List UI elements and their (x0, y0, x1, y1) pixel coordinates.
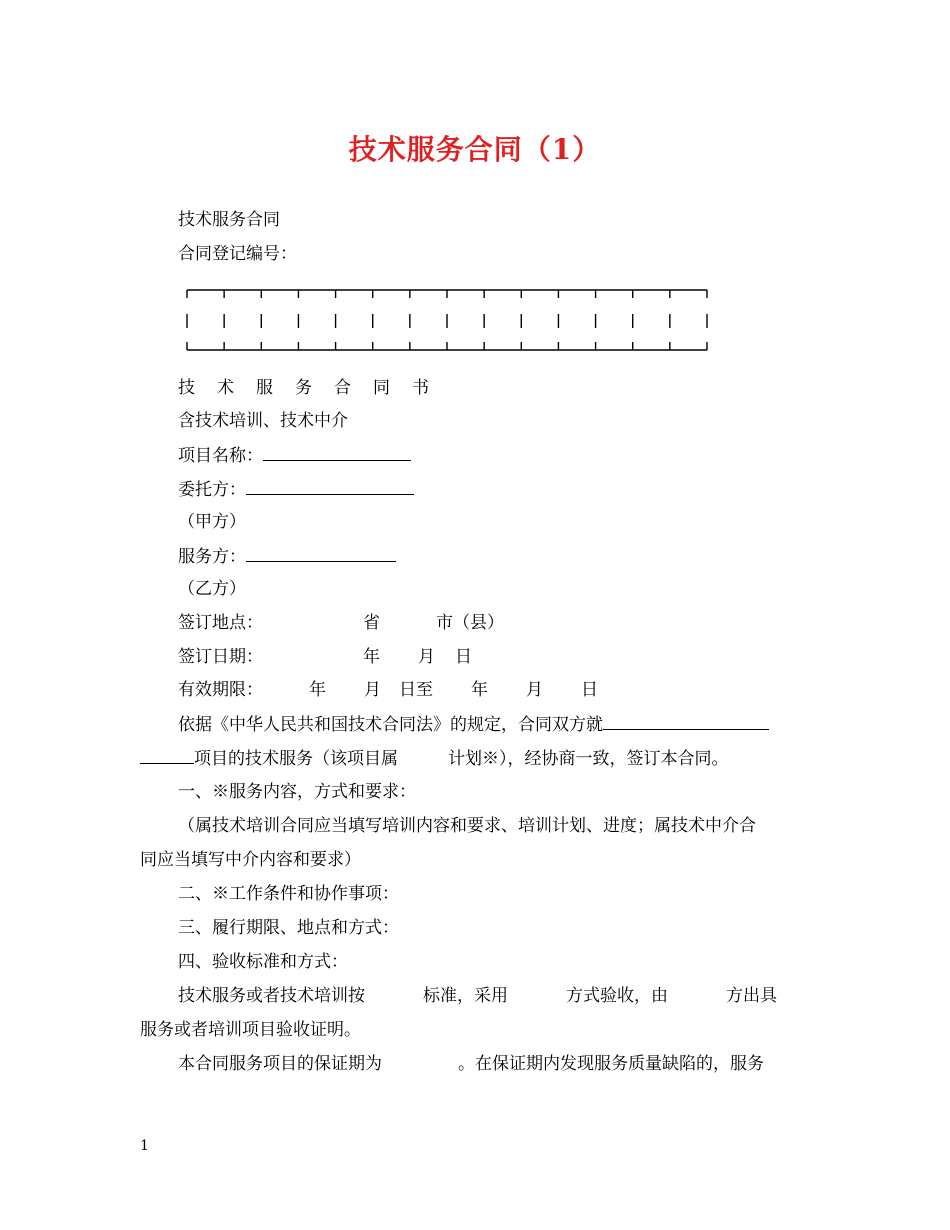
valid-month-2: 月 (526, 680, 543, 700)
valid-year-1: 年 (309, 680, 326, 700)
acceptance-text-a: 技术服务或者技术培训按 (178, 986, 365, 1006)
basis-text-2a: 项目的技术服务（该项目属 (194, 749, 398, 769)
sign-date-label: 签订日期： (178, 647, 263, 667)
section-1-heading: 一、※服务内容，方式和要求： (178, 782, 416, 802)
section-3-heading: 三、履行期限、地点和方式： (178, 918, 399, 938)
validity-label: 有效期限： (178, 680, 263, 700)
basis-text-1: 依据《中华人民共和国技术合同法》的规定，合同双方就 (178, 715, 603, 735)
client-label: 委托方： (178, 480, 246, 500)
valid-year-2: 年 (471, 680, 488, 700)
section-2-heading: 二、※工作条件和协作事项： (178, 884, 399, 904)
project-name-blank (263, 444, 411, 461)
sign-day: 日 (455, 647, 472, 667)
sign-month: 月 (418, 647, 435, 667)
acceptance-text-d: 方出具 (726, 986, 777, 1006)
basis-blank-2 (140, 747, 194, 764)
client-row (178, 478, 414, 501)
subtitle: 技术服务合同 (178, 210, 280, 230)
provider-label: 服务方： (178, 547, 246, 567)
party-b-label: （乙方） (178, 579, 246, 599)
book-char: 术 (217, 378, 234, 398)
registration-number-boxes (186, 288, 708, 352)
acceptance-text-b: 标准，采用 (423, 986, 508, 1006)
sign-place-row (178, 612, 504, 634)
sign-date-row (178, 646, 472, 668)
basis-text-2b: 计划※），经协商一致，签订本合同。 (448, 749, 729, 769)
province-label: 省 (363, 613, 380, 633)
warranty-text-b: 。在保证期内发现服务质量缺陷的，服务 (458, 1054, 764, 1074)
section-1-note-line-1: （属技术培训合同应当填写培训内容和要求、培训计划、进度；属技术中介合 (178, 816, 756, 836)
city-label: 市（县） (436, 613, 504, 633)
client-blank (246, 478, 414, 495)
book-char: 技 (178, 378, 195, 398)
provider-blank (246, 545, 396, 562)
warranty-line (178, 1053, 764, 1075)
book-char: 书 (412, 378, 429, 398)
includes-note: 含技术培训、技术中介 (178, 411, 348, 431)
book-char: 务 (295, 378, 312, 398)
sign-year: 年 (363, 647, 380, 667)
basis-line-2 (140, 747, 729, 770)
project-name-label: 项目名称： (178, 446, 263, 466)
acceptance-line-2: 服务或者培训项目验收证明。 (140, 1020, 361, 1040)
valid-month-1: 月 (364, 680, 381, 700)
section-4-heading: 四、验收标准和方式： (178, 952, 348, 972)
page-number: 1 (140, 1138, 149, 1154)
warranty-text-a: 本合同服务项目的保证期为 (178, 1054, 382, 1074)
basis-line-1 (178, 713, 769, 736)
party-a-label: （甲方） (178, 512, 246, 532)
provider-row (178, 545, 396, 568)
valid-day-2: 日 (581, 680, 598, 700)
acceptance-line-1 (178, 985, 777, 1007)
basis-blank-1 (603, 713, 769, 730)
project-name-row (178, 444, 411, 467)
book-char: 同 (373, 378, 390, 398)
registration-number-label: 合同登记编号： (178, 244, 297, 264)
book-char: 合 (334, 378, 351, 398)
book-char: 服 (256, 378, 273, 398)
valid-day-to: 日至 (399, 680, 433, 700)
validity-row (178, 679, 598, 701)
registration-grid-svg (186, 288, 708, 352)
section-1-note-line-2: 同应当填写中介内容和要求） (140, 850, 361, 870)
contract-book-heading (178, 377, 451, 399)
document-title: 技术服务合同（1） (348, 133, 602, 166)
sign-place-label: 签订地点： (178, 613, 263, 633)
acceptance-text-c: 方式验收，由 (566, 986, 668, 1006)
